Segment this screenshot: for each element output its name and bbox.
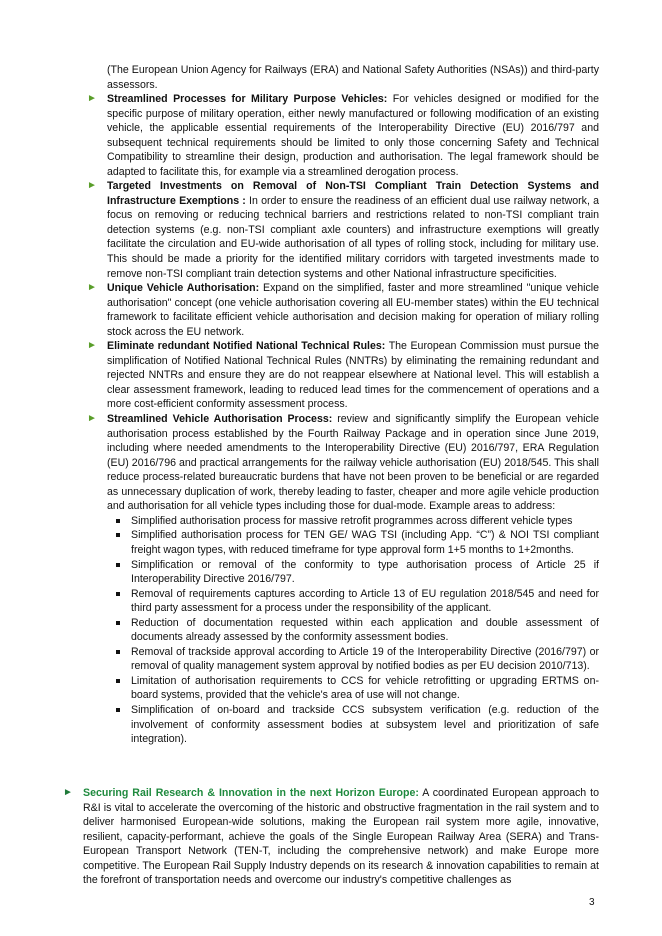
- sub-list-item: [131, 674, 599, 703]
- square-bullet-icon: [116, 679, 120, 683]
- arrow-bullet-icon: ►: [87, 340, 97, 352]
- item-title: Streamlined Vehicle Authorisation Process:: [107, 413, 333, 426]
- example-areas-list: [107, 514, 599, 747]
- sub-item-text: Limitation of authorisation requirements to CCS for vehicle retrofitting or upgrading ERTMS on-board systems, provided that the vehicle's area of use will not change.: [131, 674, 599, 702]
- research-innovation-paragraph: [63, 786, 599, 888]
- sub-item-text: Simplification or removal of the conformity to type authorisation process of Article 25 if Interoperability Directive 2016/797.: [131, 558, 599, 586]
- list-item: [87, 92, 599, 179]
- arrow-bullet-icon: ►: [63, 787, 73, 798]
- page-number: 3: [589, 897, 595, 908]
- intro-paragraph: (The European Union Agency for Railways (ERA) and National Safety Authorities (NSAs)) and third-party assessors.: [107, 64, 599, 91]
- sub-list-item: [131, 587, 599, 616]
- arrow-bullet-icon: ►: [87, 93, 97, 104]
- research-text: A coordinated European approach to R&I is vital to accelerate the overcoming of the historic and obstructive fragmentation in the rail system and to deliver harmonised European-wide solutions, making the European rail system more agile, innovative, resilient, capacity-performant, achieve the goals of the Single European Railway Area (SERA) and Trans-European Transport Network (TEN-T, including the comprehensive network) and make Europe more competitive. The European Rail Supply Industry depends on its research & innovation capabilities to remain at the forefront of transportation needs and overcome our industry's competitive challenges as: [83, 787, 599, 887]
- square-bullet-icon: [116, 650, 120, 654]
- item-text: review and significantly simplify the European vehicle authorisation process established by the Fourth Railway Package and in operation since June 2019, including where needed amendments to the Interoperability Directive (EU) 2016/797, ERA Regulation (EU) 2016/796 and practical arrangements for the railway vehicle authorisation (EU) 2018/545. This shall reduce process-related bureaucratic burdens that have not been proven to be beneficial or are regarded as unnecessary duplication of work, thereby leading to faster, cheaper and more agile vehicle production and authorisation for all vehicle types including those for dual-mode. Example areas to address:: [107, 413, 599, 513]
- item-text: Expand on the simplified, faster and more streamlined "unique vehicle authorisation" concept (one vehicle authorisation covering all EU-member states) within the EU technical framework to facilitate efficient vehicle authorisation and decision making for operation of miliary rolling stock across the EU network.: [107, 282, 599, 338]
- item-title: Targeted Investments on Removal of Non-TSI Compliant Train Detection Systems and Infrastructure Exemptions :: [107, 180, 599, 207]
- sub-item-text: Removal of trackside approval according to Article 19 of the Interoperability Directive (2016/797) or removal of quality management system approval by notified bodies as per EU decision 2010/713).: [131, 645, 599, 673]
- sub-item-text: Reduction of documentation requested within each application and double assessment of documents already assessed by the conformity assessment bodies.: [131, 616, 599, 644]
- square-bullet-icon: [116, 519, 120, 523]
- item-text: For vehicles designed or modified for the specific purpose of military operation, either newly manufactured or following modification of an existing vehicle, the applicable essential requirements of the Interoperability Directive (EU) 2016/797 and subsequent technical requirements should be limited to only those concerning Safety and Technical Compatibility to streamline their design, production and authorisation. The legal framework should be adapted to facilitate this, for example via a streamlined derogation process.: [107, 93, 599, 178]
- sub-list-item: [131, 616, 599, 645]
- list-item: [87, 339, 599, 412]
- sub-item-text: Simplified authorisation process for massive retrofit programmes across different vehicle types: [131, 514, 573, 527]
- arrow-bullet-icon: ►: [87, 282, 97, 294]
- sub-item-text: Simplification of on-board and trackside CCS subsystem verification (e.g. reduction of the involvement of conformity assessment bodies at subsystem level and prioritization of safe integration).: [131, 703, 599, 746]
- square-bullet-icon: [116, 592, 120, 596]
- sub-list-item: [131, 558, 599, 587]
- square-bullet-icon: [116, 563, 120, 567]
- item-text: The European Commission must pursue the simplification of Notified National Technical Rules (NNTRs) by eliminating the remaining redundant and rejected NNTRs and ensure they are do not reappear elsewhere at National level. This will establish a clear assessment framework, leading to reduced lead times for the commencement of operations and a more cost-efficient conformity assessment process.: [107, 340, 599, 411]
- list-item: [87, 412, 599, 747]
- list-item: [87, 281, 599, 339]
- item-title: Unique Vehicle Authorisation:: [107, 282, 260, 295]
- item-title: Eliminate redundant Notified National Technical Rules:: [107, 340, 386, 353]
- sub-item-text: Simplified authorisation process for TEN GE/ WAG TSI (including App. “C”) & NOI TSI compliant freight wagon types, with reduced timeframe for type approval form 1+5 months to 1+2months.: [131, 529, 599, 556]
- arrow-bullet-icon: ►: [87, 413, 97, 425]
- list-item: [87, 179, 599, 281]
- square-bullet-icon: [116, 708, 120, 712]
- arrow-bullet-icon: ►: [87, 180, 97, 192]
- sub-list-item: [131, 528, 599, 557]
- sub-list-item: [131, 645, 599, 674]
- square-bullet-icon: [116, 621, 120, 625]
- square-bullet-icon: [116, 533, 120, 537]
- item-text: In order to ensure the readiness of an efficient dual use railway network, a focus on removing or reducing technical barriers and restrictions related to non-TSI compliant train detection systems (e.g. non-TSI compliant axle counters) and infrastructure exemptions will greatly facilitate the circulation and EU-wide authorisation of all types of rolling stock, including for military use. This should be made a priority for the identified military corridors with targeted investments made to remove non-TSI compliant train detection systems and other National infrastructure specificities.: [107, 194, 599, 280]
- sub-item-text: Removal of requirements captures according to Article 13 of EU regulation 2018/545 and need for third party assessment for a process under the responsibility of the applicant.: [131, 587, 599, 615]
- sub-list-item: [131, 514, 599, 529]
- sub-list-item: [131, 703, 599, 747]
- research-title: Securing Rail Research & Innovation in the next Horizon Europe:: [83, 787, 419, 799]
- item-title: Streamlined Processes for Military Purpose Vehicles:: [107, 93, 388, 105]
- recommendation-list: [0, 92, 662, 747]
